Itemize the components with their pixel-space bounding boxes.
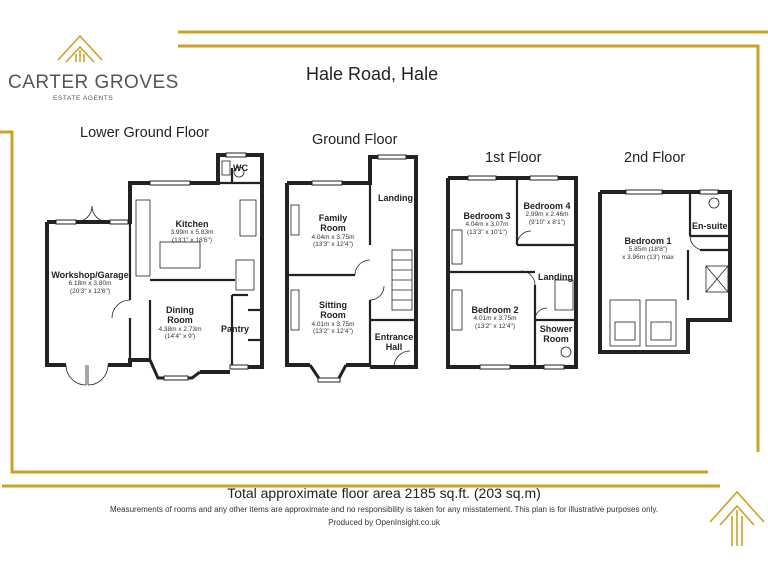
room-imperial: x 3.96m (13') max <box>622 254 674 262</box>
room-name: Landing <box>538 272 573 282</box>
room-kitchen <box>164 219 220 245</box>
room-name: Kitchen <box>175 219 209 229</box>
room-name: Workshop/Garage <box>51 270 129 280</box>
room-name: WC <box>233 163 248 173</box>
room-imperial: (20'3" x 12'6") <box>70 288 110 296</box>
room-metric: 4.04m x 3.07m <box>465 221 509 229</box>
room-metric: 5.85m (18'8") <box>628 246 668 254</box>
floor-title-first: 1st Floor <box>485 150 542 166</box>
room-name: Bedroom 3 <box>463 211 511 221</box>
produced-by: Produced by OpenInsight.co.uk <box>328 518 440 527</box>
room-imperial: (9'10" x 8'1") <box>528 219 566 227</box>
floor-title-ground: Ground Floor <box>312 132 398 148</box>
room-name: Family Room <box>318 213 348 234</box>
brand-tagline: ESTATE AGENTS <box>53 95 114 102</box>
room-landing-ground <box>378 193 413 203</box>
room-pantry <box>221 324 249 334</box>
room-metric: 3.99m x 5.83m <box>170 229 214 237</box>
room-imperial: (13'3" x 10'1") <box>467 229 507 237</box>
room-shower <box>537 324 575 345</box>
floor-title-second: 2nd Floor <box>624 150 686 166</box>
room-name: Bedroom 1 <box>624 236 672 246</box>
room-imperial: (13'1" x 18'6") <box>172 237 212 245</box>
disclaimer: Measurements of rooms and any other items are approximate and no responsibility is taken for any misstatement. This plan is for illustrative purposes only. <box>110 505 658 514</box>
room-imperial: (13'2" x 12'4") <box>313 328 353 336</box>
room-name: Bedroom 4 <box>523 201 571 211</box>
room-name: Landing <box>378 193 413 203</box>
house-roofs-logo <box>58 36 102 62</box>
page-title: Hale Road, Hale <box>306 64 439 84</box>
room-workshop-garage <box>50 270 130 296</box>
room-imperial: (13'2" x 12'4") <box>475 323 515 331</box>
room-imperial: (13'3" x 12'4") <box>313 241 353 249</box>
room-dining <box>150 305 210 341</box>
room-en-suite <box>692 221 728 231</box>
room-metric: 4.04m x 3.75m <box>311 233 355 241</box>
second-floor-plan <box>600 190 730 352</box>
room-metric: 2.99m x 2.46m <box>525 211 569 219</box>
floor-title-lower-ground: Lower Ground Floor <box>80 125 209 141</box>
room-family <box>305 213 361 249</box>
room-name: En-suite <box>692 221 728 231</box>
room-bedroom-2 <box>464 305 526 331</box>
room-bedroom-4 <box>519 201 575 227</box>
room-landing-first <box>538 272 573 282</box>
room-name: Pantry <box>221 324 250 334</box>
room-name: Entrance Hall <box>374 332 414 353</box>
room-wc <box>233 163 248 173</box>
lower-ground-floor-plan <box>47 153 262 385</box>
room-name: Sitting Room <box>319 300 347 321</box>
room-name: Shower Room <box>539 324 573 345</box>
room-name: Dining Room <box>166 305 194 326</box>
room-sitting <box>305 300 361 336</box>
total-area: Total approximate floor area 2185 sq.ft. (203 sq.m) <box>227 485 541 501</box>
room-name: Bedroom 2 <box>471 305 519 315</box>
brand-name: CARTER GROVES <box>8 72 179 93</box>
room-bedroom-3 <box>458 211 516 237</box>
room-metric: 4.38m x 2.73m <box>158 325 202 333</box>
room-entrance-hall <box>372 332 416 353</box>
room-bedroom-1 <box>610 236 686 262</box>
room-metric: 4.01m x 3.75m <box>311 320 355 328</box>
room-metric: 6.18m x 3.80m <box>68 280 112 288</box>
room-metric: 4.01m x 3.75m <box>473 315 517 323</box>
room-imperial: (14'4" x 9') <box>164 333 196 341</box>
